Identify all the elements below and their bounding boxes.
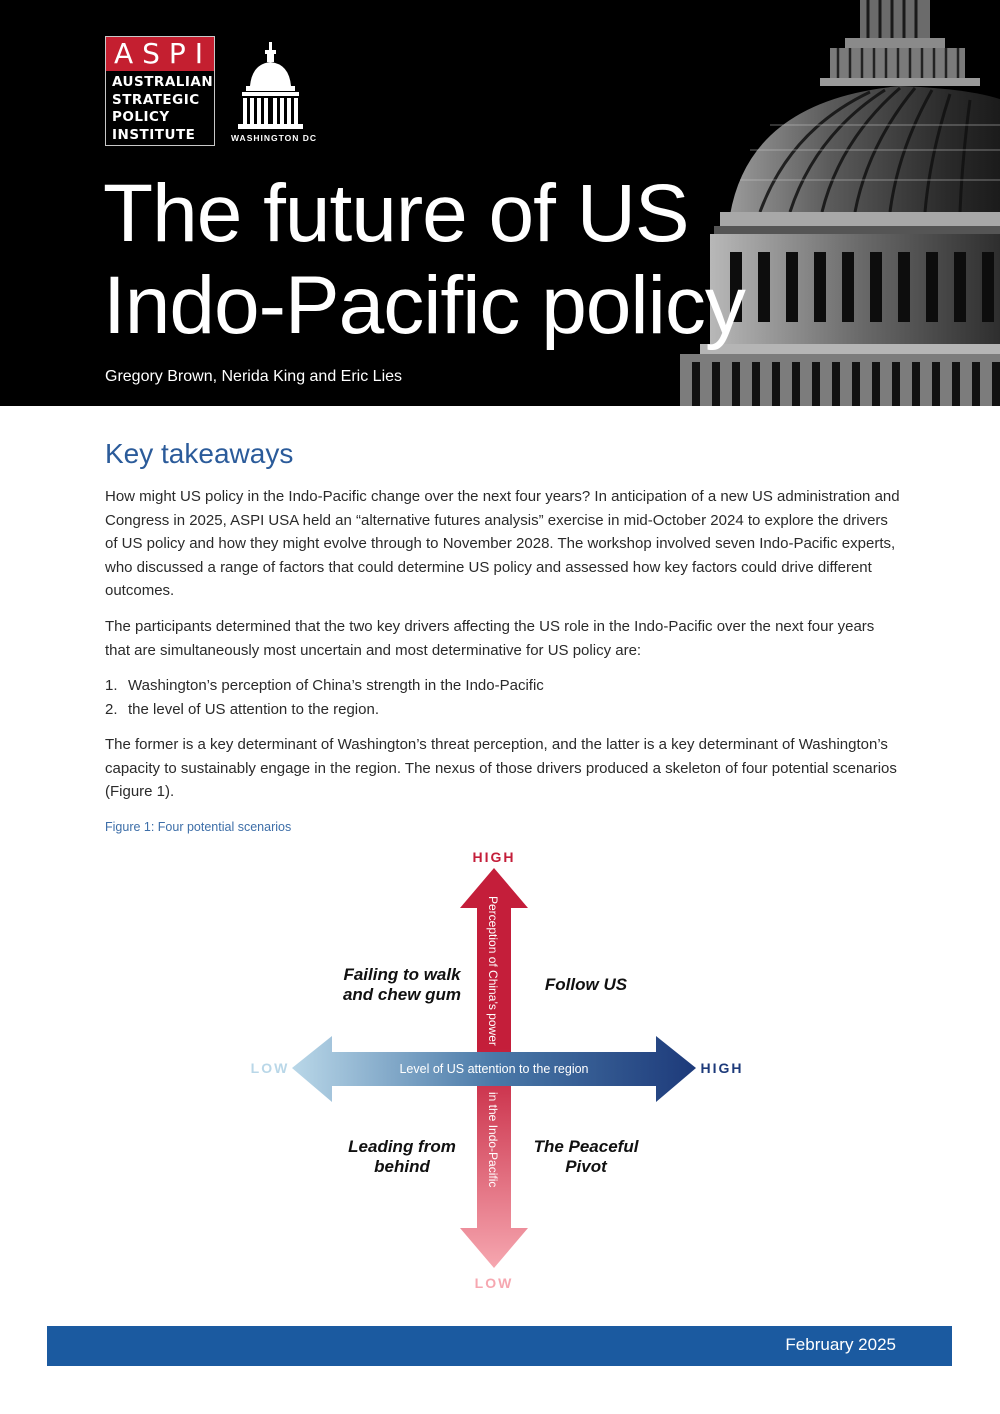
quadrant-bottom-right-line-1: The Peaceful	[533, 1137, 639, 1156]
aspi-name-line: INSTITUTE	[112, 126, 196, 143]
publication-date: February 2025	[785, 1335, 896, 1354]
aspi-name-line: STRATEGIC	[112, 91, 200, 108]
footer-bar	[47, 1326, 952, 1366]
quadrant-top-left-line-1: Failing to walk	[343, 965, 461, 984]
vertical-high-label: HIGH	[472, 849, 516, 865]
aspi-acronym: ASPI	[106, 37, 214, 71]
aspi-name-line: AUSTRALIAN	[112, 74, 214, 90]
cover-header	[0, 0, 1000, 406]
quadrant-bottom-left-line-2: behind	[374, 1157, 430, 1176]
washington-dc-caption: WASHINGTON DC	[231, 133, 318, 143]
horizontal-axis-label: Level of US attention to the region	[399, 1062, 589, 1076]
list-text: the level of US attention to the region.	[128, 700, 379, 718]
vertical-axis-label-top: Perception of China’s power	[486, 896, 500, 1046]
title-line-1: The future of US	[103, 168, 689, 259]
scenario-matrix-figure	[0, 840, 1000, 1300]
list-text: Washington’s perception of China’s strength in the Indo-Pacific	[128, 677, 544, 694]
horizontal-high-label: HIGH	[700, 1060, 744, 1076]
title-line-2: Indo-Pacific policy	[103, 260, 745, 351]
quadrant-bottom-right-line-2: Pivot	[565, 1157, 607, 1176]
vertical-low-label: LOW	[474, 1275, 514, 1291]
list-number: 2.	[105, 700, 118, 718]
list-number: 1.	[105, 677, 118, 694]
horizontal-low-label: LOW	[250, 1060, 290, 1076]
quadrant-top-left-line-2: and chew gum	[342, 985, 462, 1004]
paragraph-scenarios: The former is a key determinant of Washington’s threat perception, and the latter is a key determinant of Washington’s capacity to sustainably engage in the region. The nexus of those drivers produced a skeleton of four potential scenarios (Figure 1).	[105, 736, 897, 800]
quadrant-top-right: Follow US	[544, 975, 628, 994]
aspi-full-name	[106, 71, 214, 144]
drivers-list	[105, 674, 900, 721]
aspi-logo	[105, 36, 215, 146]
quadrant-bottom-left-line-1: Leading from	[348, 1137, 456, 1156]
paragraph-drivers: The participants determined that the two key drivers affecting the US role in the Indo-Pacific over the next four years that are simultaneously most uncertain and most determinative for US policy are:	[105, 618, 875, 659]
vertical-axis-label-bottom: in the Indo-Pacific	[486, 1092, 500, 1188]
aspi-name-line: POLICY	[112, 109, 170, 125]
capitol-icon	[230, 42, 314, 146]
list-item	[105, 698, 900, 722]
paragraph-intro: How might US policy in the Indo-Pacific change over the next four years? In anticipation of a new US administration and Congress in 2025, ASPI USA held an “alternative futures analysis” exercise in mid-October 2024 to explore the drivers of US policy and how they might evolve through to November 2028. The workshop involved seven Indo-Pacific experts, who discussed a range of factors that could determine US policy and assessed how key factors could drive different outcomes.	[105, 488, 900, 599]
figure-caption: Figure 1: Four potential scenarios	[105, 820, 292, 834]
report-title	[103, 168, 745, 352]
section-heading: Key takeaways	[105, 438, 294, 469]
authors: Gregory Brown, Nerida King and Eric Lies	[105, 368, 403, 385]
list-item	[105, 674, 900, 698]
